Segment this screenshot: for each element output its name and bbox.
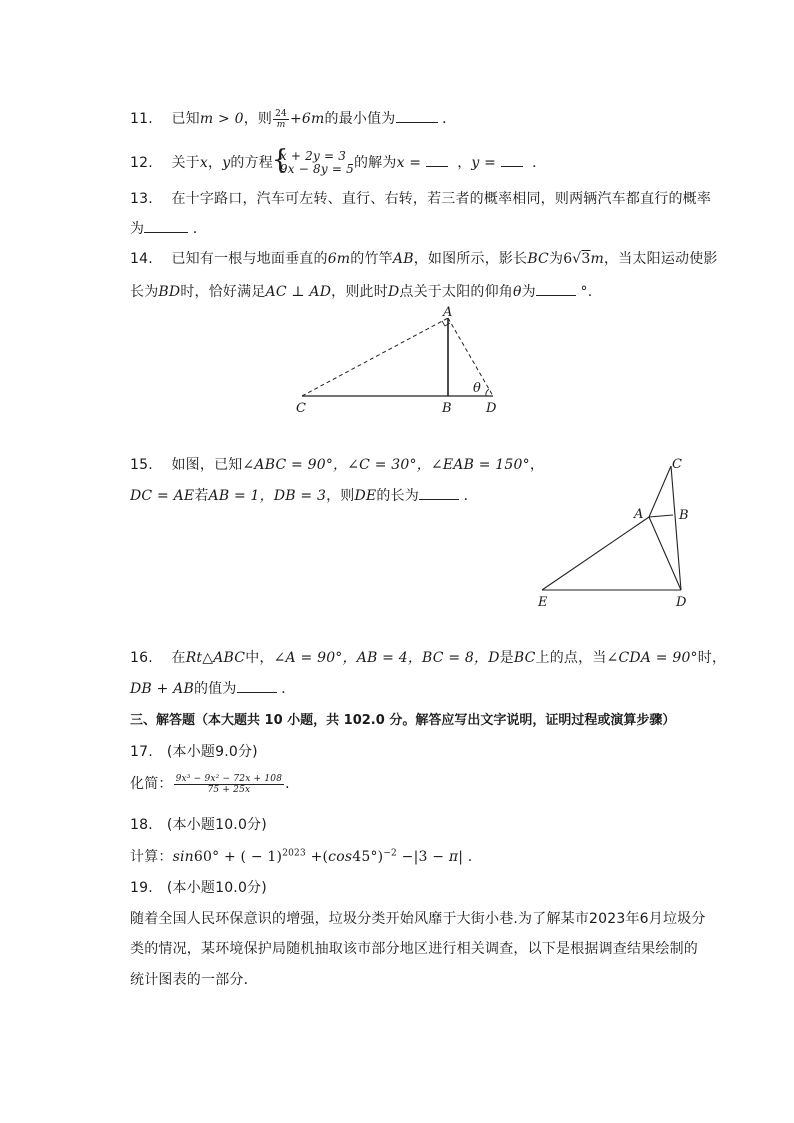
label-C: C (296, 401, 306, 416)
label-A: A (443, 305, 453, 320)
label-D: D (676, 595, 687, 610)
question-17-body: 化简： $\frac{\text{9x³ − 9x² − 72x + 108}}{75 + 25x}$ . (130, 773, 290, 795)
label-theta: θ (473, 381, 481, 396)
question-16: 16. 在Rt△ABC中，∠A = 90°，AB = 4，BC = 8，D是BC上的点，当∠CDA = 90°时， (130, 650, 727, 666)
question-18-body: 计算：sin60° + ( − $1)^{2023} +(\cos 45^\circ)^{-2} -|3 - \pi|$ . (130, 848, 473, 865)
fraction: $\frac{\text{9x³ − 9x² − 72x + 108}}{75 + 25x}$ (175, 773, 283, 795)
question-19-header: 19. (本小题10.0分) (130, 880, 267, 896)
label-A: A (634, 507, 644, 522)
question-14: 14. 已知有一根与地面垂直的6m的竹竿AB，如图所示，影长BC为6√3m，当太阳运动使影 (130, 251, 718, 267)
label-D: D (486, 401, 497, 416)
label-B: B (442, 401, 452, 416)
question-16-cont: DB + AB的值为 ． (130, 681, 296, 697)
answer-blank[interactable] (237, 680, 277, 693)
question-19-line1: 随着全国人民环保意识的增强，垃圾分类开始风靡于大街小巷.为了解某市2023年6月垃圾分 (130, 911, 706, 927)
question-13: 13. 在十字路口，汽车可左转、直行、右转，若三者的概率相同，则两辆汽车都直行的概率 (130, 191, 712, 207)
answer-blank[interactable] (419, 487, 459, 500)
label-E: E (538, 595, 548, 610)
question-13-cont: 为 ． (130, 221, 208, 237)
answer-blank-y[interactable] (501, 154, 523, 167)
label-B: B (679, 508, 689, 523)
question-19-line3: 统计图表的一部分． (130, 972, 258, 988)
question-11: 11. 已知m > 0，则 $\frac{24}{m}$ +6m的最小值为 ． (130, 108, 457, 130)
question-18-header: 18. (本小题10.0分) (130, 817, 267, 833)
section-heading: 三、解答题（本大题共 10 小题，共 102.0 分。解答应写出文字说明，证明过程或演算步骤） (130, 713, 676, 728)
question-17-header: 17. (本小题9.0分) (130, 744, 258, 760)
answer-blank[interactable] (536, 283, 576, 296)
question-15: 15. 如图，已知∠ABC = 90°，∠C = 30°，∠EAB = 150°， (130, 457, 545, 473)
fraction: $\frac{24}{m}$ (275, 108, 287, 130)
answer-blank[interactable] (396, 110, 438, 123)
question-12: 12. 关于x，y的方程 { x + 2y = 3 9x − 8y = 5 的解为x = ，y = ． (130, 145, 547, 176)
question-19-line2: 类的情况，某环境保护局随机抽取该市部分地区进行相关调查，以下是根据调查结果绘制的 (130, 941, 698, 957)
figure-14 (290, 305, 510, 420)
answer-blank[interactable] (144, 220, 188, 233)
question-15-cont: DC = AE若AB = 1，DB = 3，则DE的长为 ． (130, 488, 478, 504)
answer-blank-x[interactable] (426, 154, 448, 167)
label-C: C (672, 457, 682, 472)
equation-system: { x + 2y = 3 9x − 8y = 5 (271, 145, 354, 176)
question-14-cont: 长为BD时，恰好满足AC ⊥ AD，则此时D点关于太阳的仰角θ为 °. (130, 284, 593, 300)
figure-15 (530, 452, 700, 614)
